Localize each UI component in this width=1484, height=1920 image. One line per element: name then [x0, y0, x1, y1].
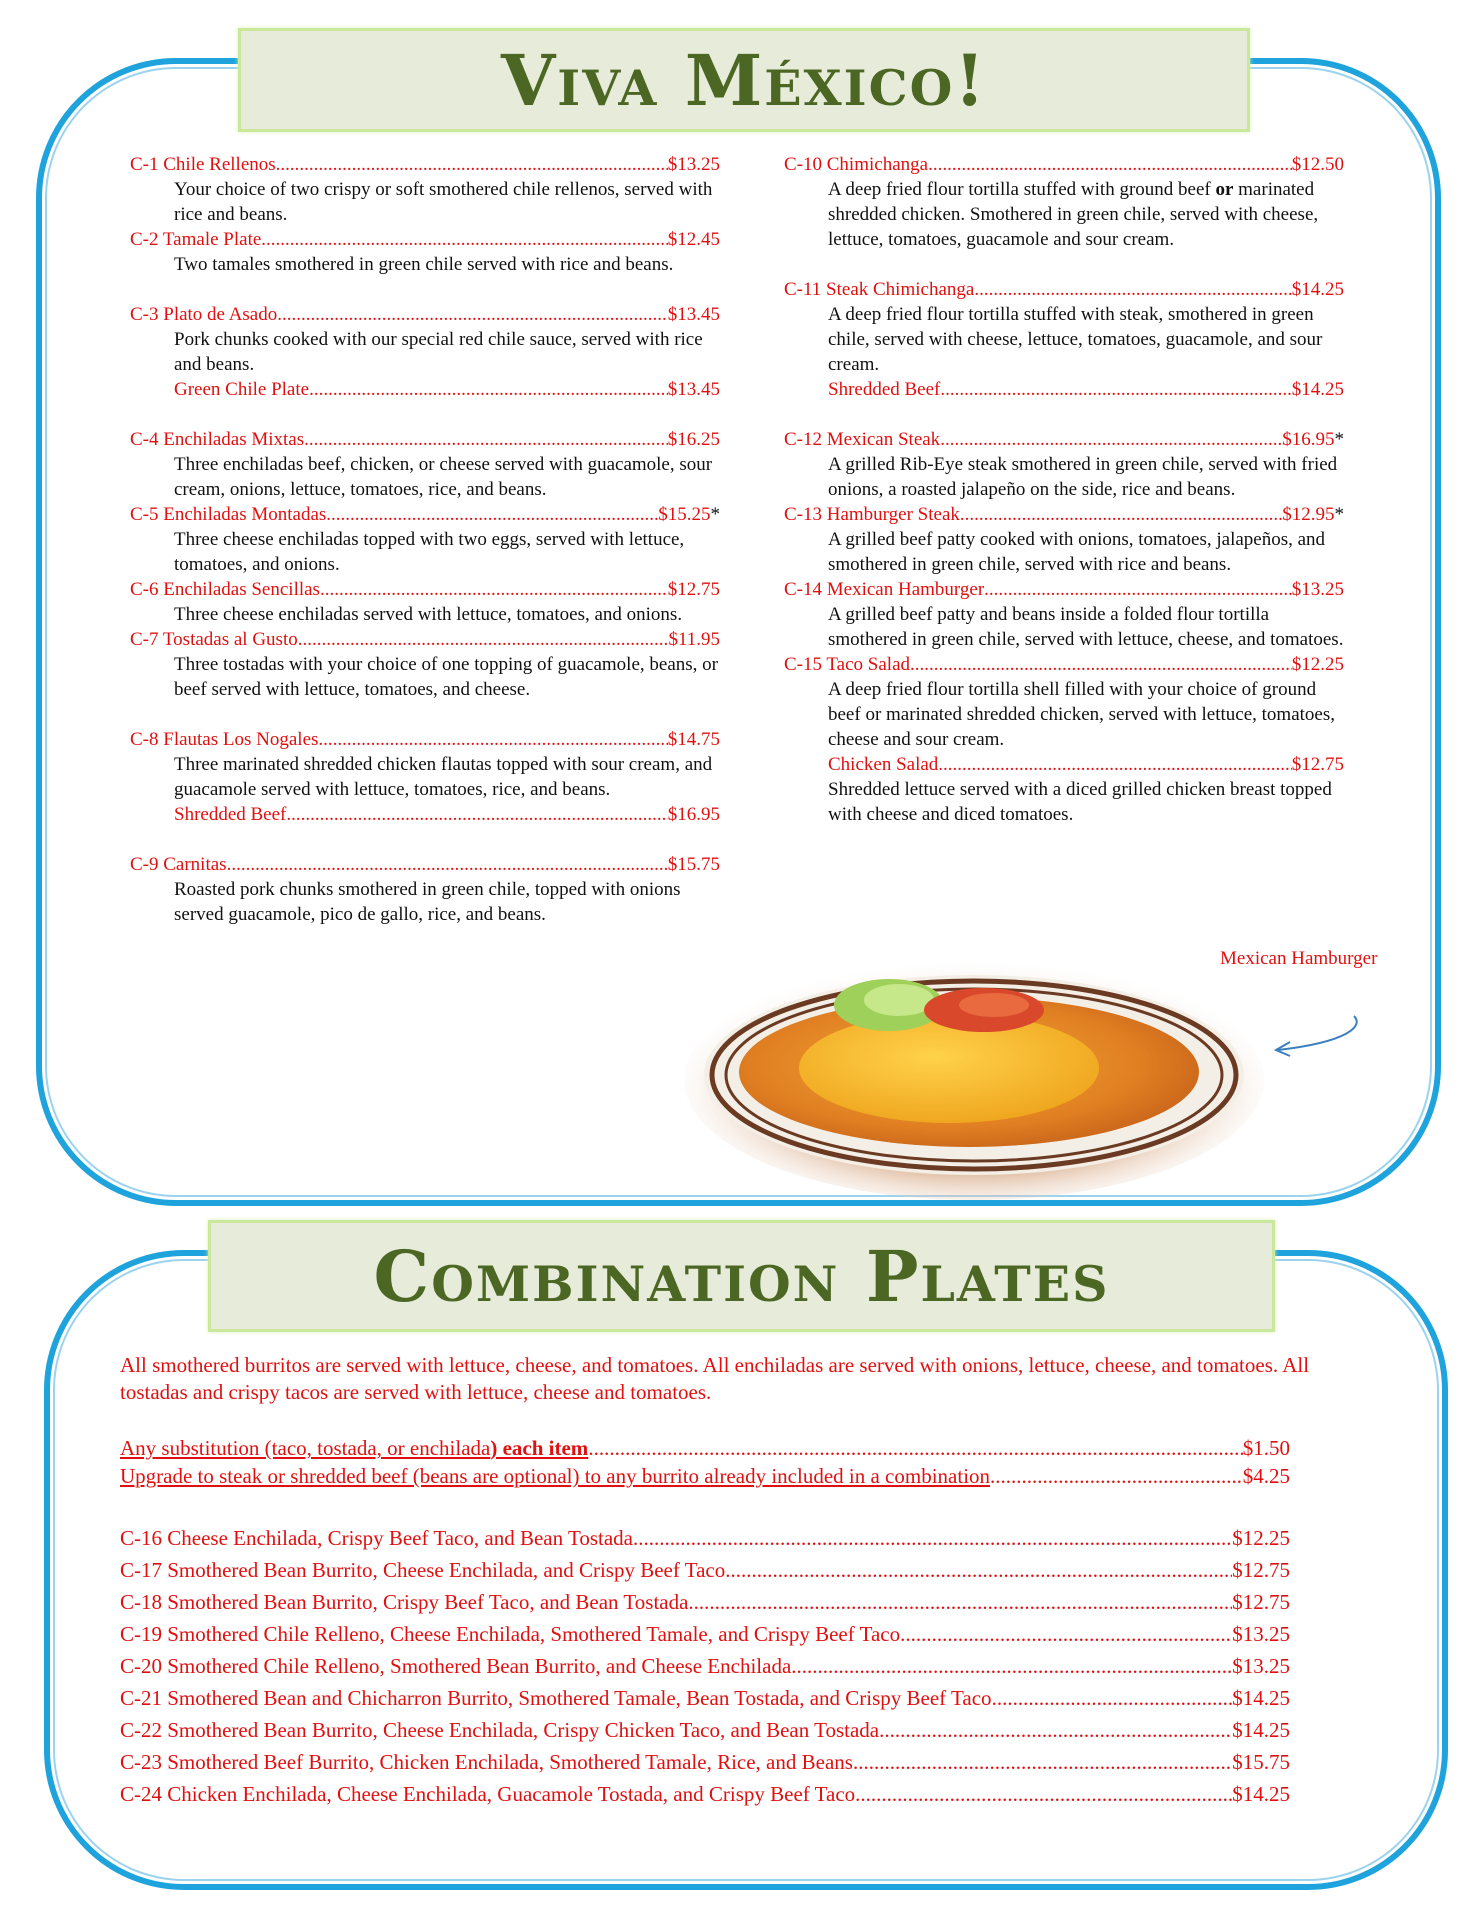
item-name: C-11 Steak Chimichanga: [784, 279, 975, 300]
menu-item: [130, 852, 720, 927]
combo-row: C-22 Smothered Bean Burrito, Cheese Enchilada, Crispy Chicken Taco, and Bean Tostada ..... $14.25: [120, 1714, 1290, 1746]
menu-item: [130, 152, 720, 227]
combo-row: C-18 Smothered Bean Burrito, Crispy Beef Taco, and Bean Tostada ..... $12.75: [120, 1586, 1290, 1618]
item-price: $15.25: [658, 504, 711, 525]
menu-item: [784, 652, 1344, 827]
upgrade-row: [120, 1462, 1290, 1490]
item-price: $13.25: [1291, 579, 1344, 600]
item-price: $12.75: [667, 579, 720, 600]
item-name: C-1 Chile Rellenos: [130, 154, 276, 175]
item-price: $16.25: [667, 429, 720, 450]
item-price: $16.95: [1282, 429, 1335, 450]
item-description: Three cheese enchiladas served with lettuce, tomatoes, and onions.: [174, 604, 683, 625]
substitution-row: [120, 1434, 1290, 1462]
item-description: Three marinated shredded chicken flautas topped with sour cream, and guacamole served with lettuce, tomatoes, rice, and beans.: [174, 754, 713, 800]
sub-item-description: Shredded lettuce served with a diced grilled chicken breast topped with cheese and diced tomatoes.: [828, 779, 1332, 825]
item-price: $14.25: [1291, 279, 1344, 300]
section-title: Combination Plates: [208, 1220, 1275, 1332]
menu-item: [784, 502, 1344, 577]
item-name: C-15 Taco Salad: [784, 654, 911, 675]
item-name: C-4 Enchiladas Mixtas: [130, 429, 305, 450]
combination-list: [120, 1522, 1290, 1810]
pricing-rules: [120, 1434, 1290, 1490]
menu-item: [130, 427, 720, 502]
menu-item: [130, 727, 720, 827]
menu-item: [784, 427, 1344, 502]
item-price: $12.45: [667, 229, 720, 250]
combo-row: C-16 Cheese Enchilada, Crispy Beef Taco, and Bean Tostada ..... $12.25: [120, 1522, 1290, 1554]
sub-item-name: Shredded Beef: [174, 804, 287, 825]
item-price: $11.95: [668, 629, 720, 650]
item-name: C-14 Mexican Hamburger: [784, 579, 985, 600]
item-name: C-12 Mexican Steak: [784, 429, 941, 450]
left-column: [130, 152, 720, 927]
item-name: C-6 Enchiladas Sencillas: [130, 579, 320, 600]
substitution-label: Any substitution (taco, tostada, or enchilada) each item: [120, 1436, 589, 1460]
item-star: *: [710, 504, 720, 525]
item-description: A deep fried flour tortilla stuffed with ground beef or marinated shredded chicken. Smothered in green chile, served with cheese, lettuce, tomatoes, guacamole and sour cream.: [828, 179, 1319, 250]
sub-item-price: $14.25: [1291, 379, 1344, 400]
item-name: C-9 Carnitas: [130, 854, 227, 875]
sub-item-price: $12.75: [1291, 754, 1344, 775]
combination-intro: All smothered burritos are served with lettuce, cheese, and tomatoes. All enchiladas are served with onions, lettuce, cheese, and tomatoes. All tostadas and crispy tacos are served with lettuce, cheese and tomatoes.: [120, 1353, 1310, 1404]
menu-item: [130, 627, 720, 702]
combo-row: C-17 Smothered Bean Burrito, Cheese Enchilada, and Crispy Beef Taco ..... $12.75: [120, 1554, 1290, 1586]
item-star: *: [1334, 504, 1344, 525]
item-price: $13.45: [667, 304, 720, 325]
combination-section: [120, 1352, 1310, 1810]
item-name: C-7 Tostadas al Gusto: [130, 629, 298, 650]
mexican-hamburger-photo: [684, 950, 1264, 1200]
sub-item-name: Chicken Salad: [828, 754, 939, 775]
item-description: A deep fried flour tortilla shell filled with your choice of ground beef or marinated shredded chicken, served with lettuce, tomatoes, cheese and sour cream.: [828, 679, 1335, 750]
sub-item-name: Shredded Beef: [828, 379, 941, 400]
item-star: *: [1334, 429, 1344, 450]
item-price: $13.25: [667, 154, 720, 175]
item-name: C-3 Plato de Asado: [130, 304, 278, 325]
sub-item-price: $13.45: [667, 379, 720, 400]
combo-row: C-20 Smothered Chile Relleno, Smothered Bean Burrito, and Cheese Enchilada ..... $13.25: [120, 1650, 1290, 1682]
item-name: C-2 Tamale Plate: [130, 229, 262, 250]
menu-item: [130, 227, 720, 277]
item-price: $12.95: [1282, 504, 1335, 525]
item-description: Roasted pork chunks smothered in green chile, topped with onions served guacamole, pico de gallo, rice, and beans.: [174, 879, 681, 925]
item-description: Three enchiladas beef, chicken, or cheese served with guacamole, sour cream, onions, lettuce, tomatoes, rice, and beans.: [174, 454, 713, 500]
photo-caption: Mexican Hamburger: [1220, 948, 1378, 969]
item-description: A grilled beef patty cooked with onions, tomatoes, jalapeños, and smothered in green chile, served with rice and beans.: [828, 529, 1326, 575]
upgrade-label: Upgrade to steak or shredded beef (beans are optional) to any burrito already included in a combination: [120, 1464, 991, 1488]
item-description: Three tostadas with your choice of one topping of guacamole, beans, or beef served with lettuce, tomatoes, and cheese.: [174, 654, 718, 700]
item-description: A deep fried flour tortilla stuffed with steak, smothered in green chile, served with cheese, lettuce, tomatoes, guacamole, and sour cream.: [828, 304, 1323, 375]
menu-item: [784, 277, 1344, 402]
item-name: C-8 Flautas Los Nogales: [130, 729, 319, 750]
menu-item: [130, 502, 720, 577]
menu-item: [130, 577, 720, 627]
item-price: $12.50: [1291, 154, 1344, 175]
item-description: Three cheese enchiladas topped with two eggs, served with lettuce, tomatoes, and onions.: [174, 529, 685, 575]
item-name: C-10 Chimichanga: [784, 154, 929, 175]
arrow-icon: [1268, 1010, 1368, 1060]
item-description: Pork chunks cooked with our special red chile sauce, served with rice and beans.: [174, 329, 703, 375]
menu-item: [130, 302, 720, 402]
item-name: C-13 Hamburger Steak: [784, 504, 960, 525]
item-description: Your choice of two crispy or soft smothered chile rellenos, served with rice and beans.: [174, 179, 713, 225]
item-description: A grilled Rib-Eye steak smothered in green chile, served with fried onions, a roasted jalapeño on the side, rice and beans.: [828, 454, 1338, 500]
item-price: $15.75: [667, 854, 720, 875]
section-title: Viva México!: [238, 28, 1250, 132]
menu-item: [784, 152, 1344, 252]
substitution-price: $1.50: [1242, 1436, 1290, 1460]
combo-row: C-21 Smothered Bean and Chicharron Burrito, Smothered Tamale, Bean Tostada, and Crispy Beef Taco ..... $14.25: [120, 1682, 1290, 1714]
item-price: $14.75: [667, 729, 720, 750]
combo-row: C-23 Smothered Beef Burrito, Chicken Enchilada, Smothered Tamale, Rice, and Beans ..... $15.75: [120, 1746, 1290, 1778]
item-price: $12.25: [1291, 654, 1344, 675]
upgrade-price: $4.25: [1242, 1464, 1290, 1488]
item-description: Two tamales smothered in green chile served with rice and beans.: [174, 254, 674, 275]
combo-row: C-24 Chicken Enchilada, Cheese Enchilada, Guacamole Tostada, and Crispy Beef Taco ..... $14.25: [120, 1778, 1290, 1810]
item-name: C-5 Enchiladas Montadas: [130, 504, 327, 525]
menu-item: [784, 577, 1344, 652]
right-column: [784, 152, 1344, 827]
item-description: A grilled beef patty and beans inside a folded flour tortilla smothered in green chile, served with lettuce, cheese, and tomatoes.: [828, 604, 1344, 650]
sub-item-price: $16.95: [667, 804, 720, 825]
sub-item-name: Green Chile Plate: [174, 379, 310, 400]
combo-row: C-19 Smothered Chile Relleno, Cheese Enchilada, Smothered Tamale, and Crispy Beef Taco ..... $13.25: [120, 1618, 1290, 1650]
